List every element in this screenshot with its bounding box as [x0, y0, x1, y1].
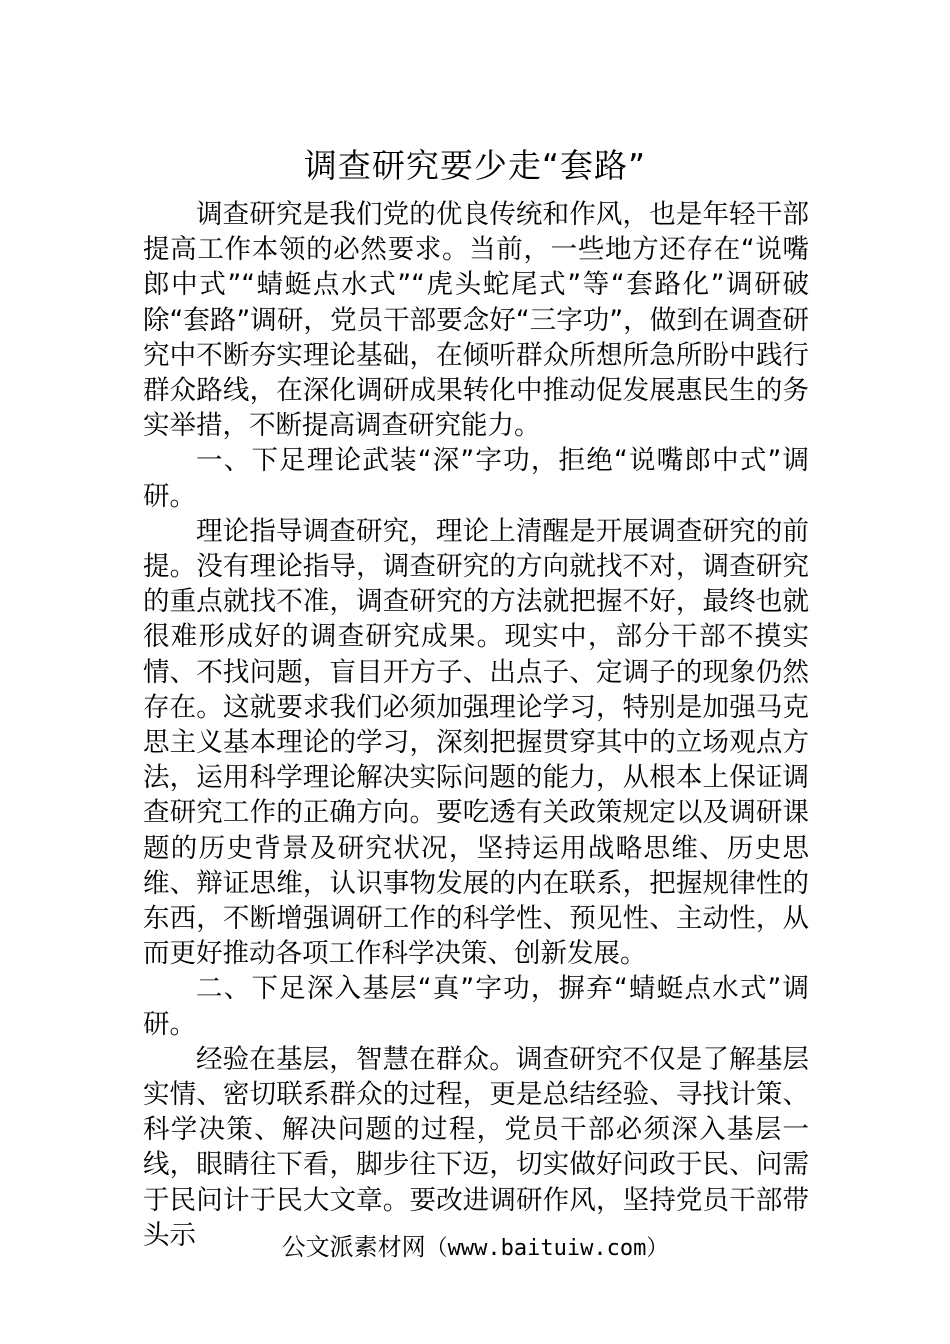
section-heading-1: 一、下足理论武装“深”字功，拒绝“说嘴郎中式”调研。	[143, 445, 809, 512]
document-title: 调查研究要少走“套路”	[303, 146, 647, 185]
document-body	[143, 197, 809, 1253]
footer-site-name: 公文派素材网	[281, 1233, 426, 1261]
paragraph-intro: 调查研究是我们党的优良传统和作风，也是年轻干部提高工作本领的必然要求。当前，一些地方还存在“说嘴郎中式”“蜻蜓点水式”“虎头蛇尾式”等“套路化”调研破除“套路”调研，党员干部要念好“三字功”，做到在调查研究中不断夯实理论基础，在倾听群众所想所急所盼中践行群众路线，在深化调研成果转化中推动促发展惠民生的务实举措，不断提高调查研究能力。	[143, 199, 809, 442]
page-footer	[0, 1229, 950, 1267]
paragraph-grassroots: 经验在基层，智慧在群众。调查研究不仅是了解基层实情、密切联系群众的过程，更是总结经验、寻找计策、科学决策、解决问题的过程，党员干部必须深入基层一线，眼睛往下看，脚步往下迈，切实做好问政于民、问需于民问计于民大文章。要改进调研作风，坚持党员干部带头示	[143, 1043, 809, 1251]
footer-site-url: （www.baituiw.com）	[425, 1236, 669, 1261]
section-heading-2: 二、下足深入基层“真”字功，摒弃“蜻蜓点水式”调研。	[143, 973, 809, 1040]
paragraph-theory: 理论指导调查研究，理论上清醒是开展调查研究的前提。没有理论指导，调查研究的方向就找不对，调查研究的重点就找不准，调查研究的方法就把握不好，最终也就很难形成好的调查研究成果。现实中，部分干部不摸实情、不找问题，盲目开方子、出点子、定调子的现象仍然存在。这就要求我们必须加强理论学习，特别是加强马克思主义基本理论的学习，深刻把握贯穿其中的立场观点方法，运用科学理论解决实际问题的能力，从根本上保证调查研究工作的正确方向。要吃透有关政策规定以及调研课题的历史背景及研究状况，坚持运用战略思维、历史思维、辩证思维，认识事物发展的内在联系，把握规律性的东西，不断增强调研工作的科学性、预见性、主动性，从而更好推动各项工作科学决策、创新发展。	[143, 515, 809, 970]
